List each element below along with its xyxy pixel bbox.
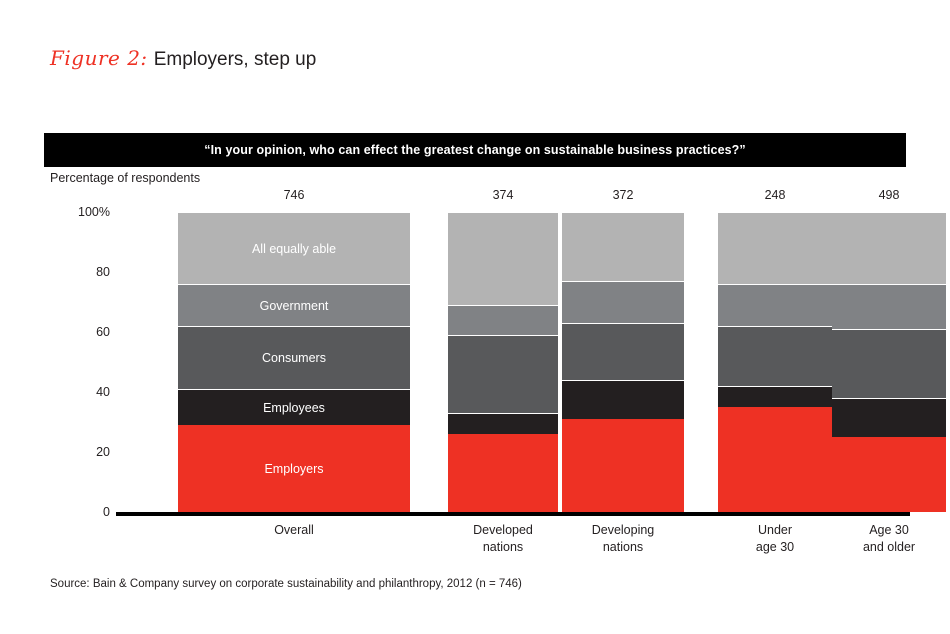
- bar-sample-size: 746: [283, 188, 305, 202]
- bars-container: [116, 188, 910, 512]
- stacked-bar[interactable]: [718, 212, 832, 512]
- chart-plot-area: [50, 188, 916, 554]
- bar-segment[interactable]: [718, 407, 832, 512]
- bar-segment[interactable]: [448, 212, 558, 305]
- figure-label: Figure 2:: [50, 46, 148, 70]
- category-label-line: Developing: [591, 523, 655, 537]
- bar-segment[interactable]: [562, 419, 684, 512]
- y-axis-tick-label: 0: [103, 505, 110, 519]
- category-label-line: nations: [602, 540, 644, 554]
- category-label-line: age 30: [755, 540, 795, 554]
- category-label-line: nations: [482, 540, 524, 554]
- y-axis-tick-label: 80: [96, 265, 110, 279]
- question-banner: [44, 133, 906, 167]
- x-axis-category-label: [178, 522, 410, 539]
- bar-segment[interactable]: [448, 434, 558, 512]
- bar-group: [448, 188, 558, 512]
- bar-segment[interactable]: [178, 284, 410, 326]
- bar-segment[interactable]: [562, 323, 684, 380]
- x-axis-category-label: [832, 522, 946, 556]
- stacked-bar[interactable]: [448, 212, 558, 512]
- bar-segment[interactable]: [562, 380, 684, 419]
- segment-label: All equally able: [251, 241, 337, 256]
- category-label-line: Under: [757, 523, 793, 537]
- stacked-bar[interactable]: [178, 212, 410, 512]
- y-axis-tick-label: 20: [96, 445, 110, 459]
- bar-segment[interactable]: [178, 212, 410, 284]
- bar-group: [832, 188, 946, 512]
- figure-title: [50, 44, 316, 74]
- bar-segment[interactable]: [832, 398, 946, 437]
- x-axis-category-label: [448, 522, 558, 556]
- bar-segment[interactable]: [832, 329, 946, 398]
- bar-segment[interactable]: [448, 335, 558, 413]
- x-axis-category-label: [718, 522, 832, 556]
- question-text: “In your opinion, who can effect the greatest change on sustainable business practices?”: [204, 143, 746, 157]
- bar-segment[interactable]: [718, 326, 832, 386]
- bar-segment[interactable]: [718, 386, 832, 407]
- stacked-bar[interactable]: [832, 212, 946, 512]
- y-axis-tick-label: 60: [96, 325, 110, 339]
- bar-segment[interactable]: [562, 281, 684, 323]
- bar-sample-size: 374: [492, 188, 514, 202]
- x-axis-category-label: [562, 522, 684, 556]
- bar-group: [178, 188, 410, 512]
- bar-segment[interactable]: [562, 212, 684, 281]
- category-label-line: and older: [862, 540, 916, 554]
- y-axis-tick-label: 100%: [78, 205, 110, 219]
- bar-segment[interactable]: [832, 212, 946, 284]
- bar-segment[interactable]: [178, 389, 410, 425]
- source-note: Source: Bain & Company survey on corporate sustainability and philanthropy, 2012 (n = 746): [50, 578, 522, 590]
- bar-group: [718, 188, 832, 512]
- bar-sample-size: 372: [612, 188, 634, 202]
- figure-name: Employers, step up: [153, 49, 317, 70]
- bar-segment[interactable]: [832, 437, 946, 512]
- bar-segment[interactable]: [178, 326, 410, 389]
- chart-subtitle: Percentage of respondents: [50, 171, 201, 185]
- bar-segment[interactable]: [718, 212, 832, 284]
- category-label-line: Age 30: [869, 523, 909, 537]
- bar-segment[interactable]: [448, 305, 558, 335]
- bar-group: [562, 188, 684, 512]
- stacked-bar[interactable]: [562, 212, 684, 512]
- bar-segment[interactable]: [178, 425, 410, 512]
- segment-label: Employees: [263, 400, 325, 415]
- bar-segment[interactable]: [718, 284, 832, 326]
- segment-label: Employers: [264, 461, 324, 476]
- x-axis-line: [116, 512, 910, 516]
- segment-label: Consumers: [262, 351, 326, 365]
- segment-label: Government: [259, 298, 329, 313]
- category-label-line: Overall: [274, 523, 314, 537]
- bar-sample-size: 498: [878, 188, 900, 202]
- category-label-line: Developed: [473, 523, 533, 537]
- bar-sample-size: 248: [764, 188, 786, 202]
- x-axis-category-labels: [116, 522, 916, 572]
- bar-segment[interactable]: [448, 413, 558, 434]
- y-axis-tick-label: 40: [96, 385, 110, 399]
- y-axis: [50, 205, 116, 519]
- bar-segment[interactable]: [832, 284, 946, 329]
